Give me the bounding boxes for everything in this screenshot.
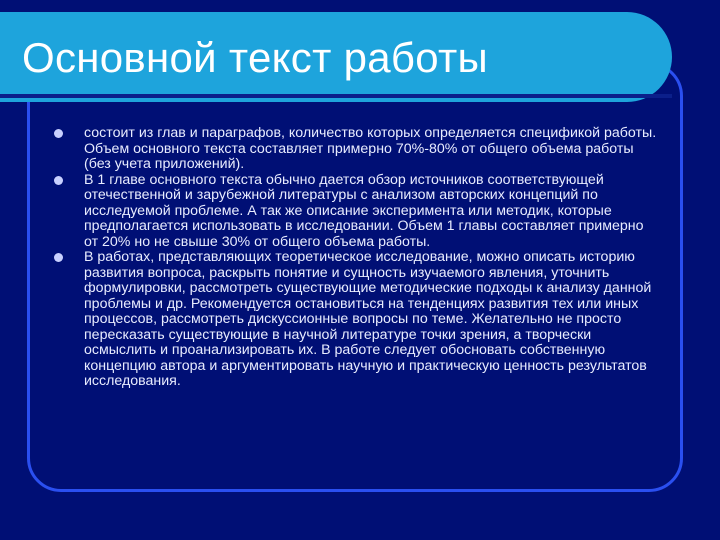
bullet-item-3	[54, 250, 660, 390]
slide-title: Основной текст работы	[22, 34, 489, 81]
bullet-list	[54, 126, 660, 390]
bullet-text-3: В работах, представляющих теоретическое исследование, можно описать историю развития вопроса, раскрыть понятие и сущность изучаемого явления, уточнить формулировки, рассмотреть существующие методические подходы к анализу данной проблемы и др. Рекомендуется остановиться на тенденциях развития тех или иных процессов, рассмотреть дискуссионные вопросы по теме. Желательно не просто пересказать существующие в научной литературе точки зрения, а творчески осмыслить и проанализировать их. В работе следует обосновать собственную концепцию автора и аргументировать научную и практическую ценность результатов исследования.	[84, 249, 652, 389]
bullet-text-2: В 1 главе основного текста обычно дается обзор источников соответствующей отечественной и зарубежной литературы с анализом авторских концепций по исследуемой проблеме. А так же описание эксперимента или методик, которые предполагается использовать в исследовании. Объем 1 главы составляет примерно от 20% но не свыше 30% от общего объема работы.	[84, 171, 644, 250]
bullet-dot-icon	[54, 253, 63, 262]
bullet-item-1	[54, 126, 660, 173]
title-bar	[0, 12, 672, 102]
bullet-text-1: состоит из глав и параграфов, количество которых определяется спецификой работы. Объем основного текста составляет примерно 70%-80% от общего объема работы (без учета приложений).	[84, 125, 657, 172]
bullet-dot-icon	[54, 129, 63, 138]
bullet-item-2	[54, 173, 660, 251]
bullet-dot-icon	[54, 176, 63, 185]
